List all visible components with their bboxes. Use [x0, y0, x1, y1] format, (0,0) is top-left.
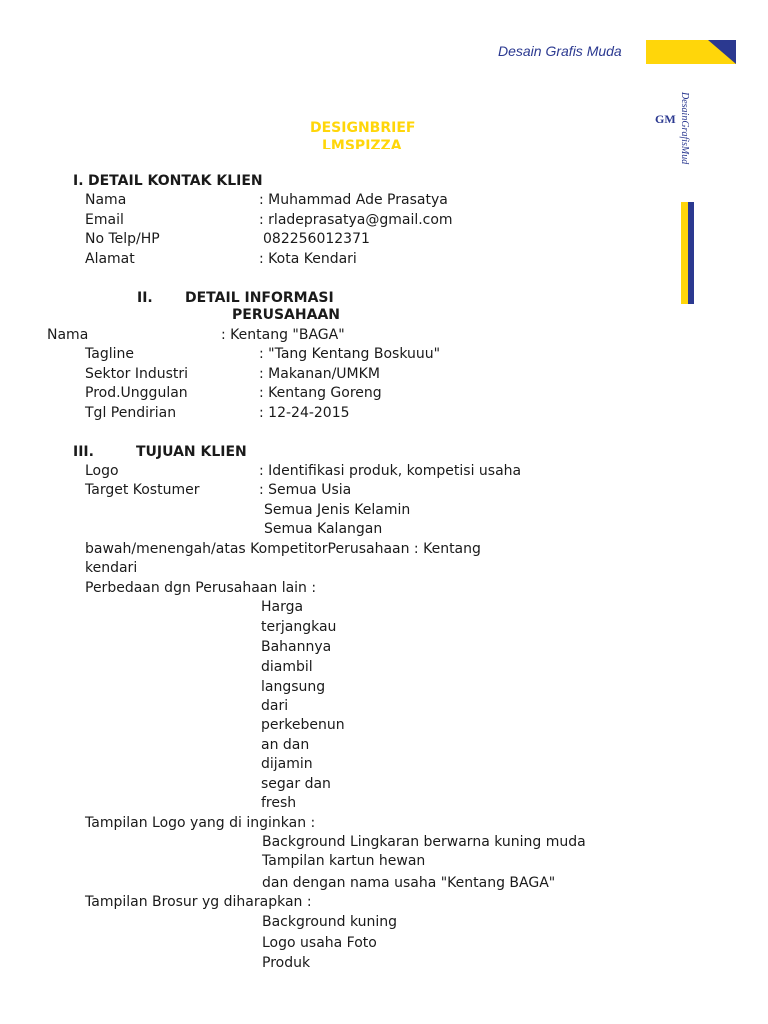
- difference-line: an dan: [261, 737, 310, 753]
- difference-line: fresh: [261, 795, 297, 811]
- company-name-label: Nama: [47, 327, 89, 343]
- difference-line: dari: [261, 698, 289, 714]
- company-sector-value: : Makanan/UMKM: [259, 366, 380, 382]
- brand-navy-triangle: [708, 40, 736, 64]
- company-founded-label: Tgl Pendirian: [85, 405, 177, 421]
- brand-vertical-navy-bar: [688, 202, 694, 304]
- doc-title: DESIGNBRIEF: [310, 120, 416, 136]
- contact-email-label: Email: [85, 212, 124, 228]
- logo-display-line: Tampilan kartun hewan: [262, 853, 426, 869]
- contact-address-label: Alamat: [85, 251, 135, 267]
- difference-line: segar dan: [261, 776, 331, 792]
- competitor-line-cont: kendari: [85, 560, 138, 576]
- goal-target-value: Semua Kalangan: [264, 521, 383, 537]
- company-product-value: : Kentang Goreng: [259, 385, 382, 401]
- contact-name-label: Nama: [85, 192, 127, 208]
- company-founded-value: : 12-24-2015: [259, 405, 350, 421]
- brand-vertical-text: DesainGrafisMud: [679, 92, 690, 165]
- company-tagline-value: : "Tang Kentang Boskuuu": [259, 346, 441, 362]
- contact-email-value: : rladeprasatya@gmail.com: [259, 212, 453, 228]
- section2-heading-line1: DETAIL INFORMASI: [185, 290, 334, 306]
- goal-logo-label: Logo: [85, 463, 119, 479]
- company-tagline-label: Tagline: [85, 346, 134, 362]
- difference-line: terjangkau: [261, 619, 337, 635]
- contact-address-value: : Kota Kendari: [259, 251, 357, 267]
- company-sector-label: Sektor Industri: [85, 366, 189, 382]
- difference-line: diambil: [261, 659, 313, 675]
- brochure-display-line: Logo usaha Foto: [262, 935, 377, 951]
- brand-name: Desain Grafis Muda: [498, 43, 622, 59]
- company-product-label: Prod.Unggulan: [85, 385, 188, 401]
- difference-label: Perbedaan dgn Perusahaan lain :: [85, 580, 317, 596]
- logo-display-line: dan dengan nama usaha "Kentang BAGA": [262, 875, 556, 891]
- logo-display-line: Background Lingkaran berwarna kuning muda: [262, 834, 586, 850]
- section2-number: II.: [137, 290, 153, 306]
- competitor-line: bawah/menengah/atas KompetitorPerusahaan : Kentang: [85, 541, 481, 557]
- difference-line: langsung: [261, 679, 326, 695]
- difference-line: perkebenun: [261, 717, 345, 733]
- goal-target-value: Semua Jenis Kelamin: [264, 502, 411, 518]
- section1-heading: DETAIL KONTAK KLIEN: [88, 173, 263, 189]
- contact-name-value: : Muhammad Ade Prasatya: [259, 192, 448, 208]
- brand-vertical-yellow-bar: [681, 202, 688, 304]
- brochure-display-line: Produk: [262, 955, 311, 971]
- doc-subtitle: LMSPIZZA: [322, 138, 402, 149]
- contact-phone-value: 082256012371: [263, 231, 370, 247]
- brochure-display-label: Tampilan Brosur yg diharapkan :: [85, 894, 312, 910]
- section1-number: I.: [73, 173, 84, 189]
- logo-display-label: Tampilan Logo yang di inginkan :: [85, 815, 316, 831]
- contact-phone-label: No Telp/HP: [85, 231, 160, 247]
- difference-line: Bahannya: [261, 639, 332, 655]
- brand-logo-text: GM: [655, 112, 676, 126]
- goal-target-label: Target Kostumer: [85, 482, 200, 498]
- goal-target-value: : Semua Usia: [259, 482, 352, 498]
- section3-heading: TUJUAN KLIEN: [136, 444, 247, 460]
- section3-number: III.: [73, 444, 94, 460]
- brochure-display-line: Background kuning: [262, 914, 398, 930]
- difference-line: Harga: [261, 599, 304, 615]
- goal-logo-value: : Identifikasi produk, kompetisi usaha: [259, 463, 522, 479]
- section2-heading-line2: PERUSAHAAN: [232, 307, 340, 323]
- difference-line: dijamin: [261, 756, 313, 772]
- company-name-value: : Kentang "BAGA": [221, 327, 345, 343]
